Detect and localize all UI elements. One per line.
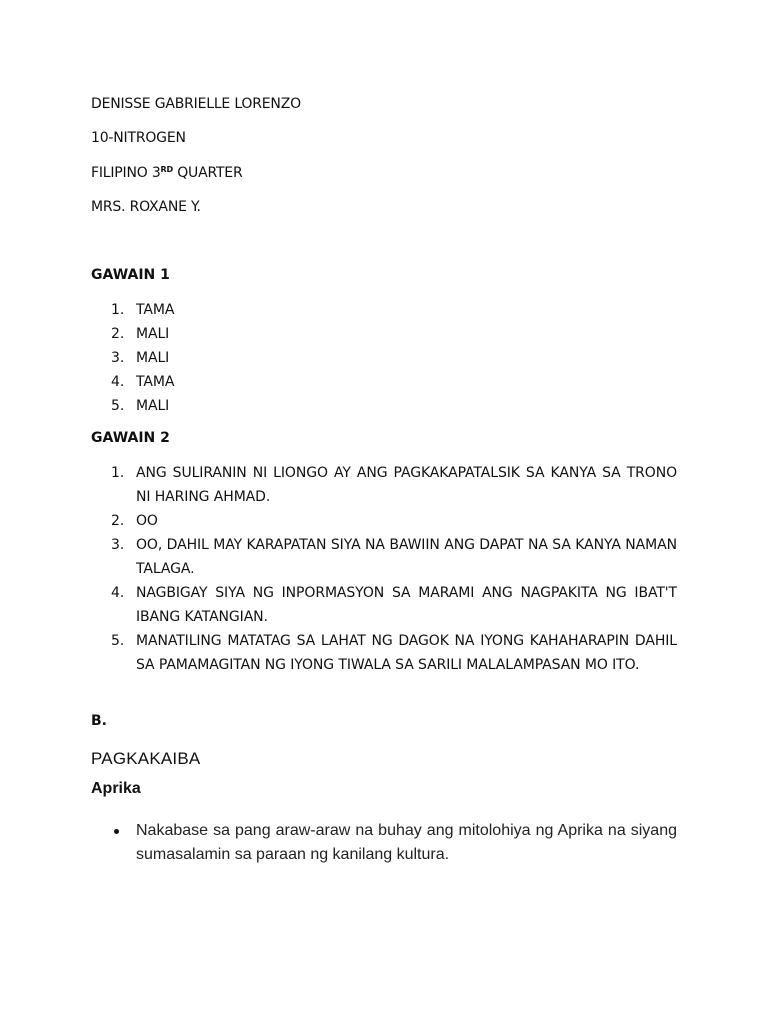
item-number: 3. [111, 537, 125, 553]
item-text: MALI [136, 350, 170, 366]
list-item [91, 509, 677, 533]
item-number: 1. [111, 302, 125, 318]
ordinal-suffix: RD [160, 165, 173, 174]
list-item [91, 394, 677, 418]
gawain-2-list [91, 461, 677, 677]
bullet-list [91, 819, 677, 867]
item-number: 4. [111, 374, 125, 390]
item-text: MALI [136, 326, 170, 342]
gawain-2-title: GAWAIN 2 [91, 430, 170, 446]
list-item [91, 461, 677, 509]
item-number: 3. [111, 350, 125, 366]
student-name: DENISSE GABRIELLE LORENZO [91, 96, 301, 112]
item-number: 5. [111, 398, 125, 414]
item-number: 2. [111, 513, 125, 529]
item-text: TAMA [136, 302, 175, 318]
list-item [91, 533, 677, 581]
gawain-1-title: GAWAIN 1 [91, 267, 170, 283]
subject-quarter [91, 165, 242, 181]
item-number: 4. [111, 585, 125, 601]
item-text: MALI [136, 398, 170, 414]
item-text: OO [136, 513, 158, 529]
section-heading: PAGKAKAIBA [91, 749, 201, 768]
list-item [91, 322, 677, 346]
teacher-name: MRS. ROXANE Y. [91, 199, 201, 215]
item-text: OO, DAHIL MAY KARAPATAN SIYA NA BAWIIN ANG DAPAT NA SA KANYA NAMAN TALAGA. [136, 537, 677, 577]
item-text: TAMA [136, 374, 175, 390]
list-item [91, 581, 677, 629]
subject-prefix: FILIPINO 3 [91, 165, 161, 181]
bullet-text: Nakabase sa pang araw-araw na buhay ang mitolohiya ng Aprika na siyang sumasalamin sa paraan ng kanilang kultura. [136, 822, 677, 863]
bullet-dot-icon [114, 829, 119, 834]
list-item [91, 370, 677, 394]
list-item [91, 298, 677, 322]
item-text: NAGBIGAY SIYA NG INPORMASYON SA MARAMI ANG NAGPAKITA NG IBAT'T IBANG KATANGIAN. [136, 585, 677, 625]
item-number: 2. [111, 326, 125, 342]
item-number: 5. [111, 633, 125, 649]
item-text: ANG SULIRANIN NI LIONGO AY ANG PAGKAKAPATALSIK SA KANYA SA TRONO NI HARING AHMAD. [136, 465, 677, 505]
item-number: 1. [111, 465, 125, 481]
gawain-1-list [91, 298, 677, 418]
student-section: 10-NITROGEN [91, 130, 186, 146]
list-item [91, 346, 677, 370]
section-b-label: B. [91, 713, 107, 729]
section-subheading: Aprika [91, 780, 141, 797]
bullet-item [91, 819, 677, 867]
list-item [91, 629, 677, 677]
subject-suffix: QUARTER [172, 165, 243, 181]
item-text: MANATILING MATATAG SA LAHAT NG DAGOK NA IYONG KAHAHARAPIN DAHIL SA PAMAMAGITAN NG IYONG TIWALA SA SARILI MALALAMPASAN MO ITO. [136, 633, 677, 673]
